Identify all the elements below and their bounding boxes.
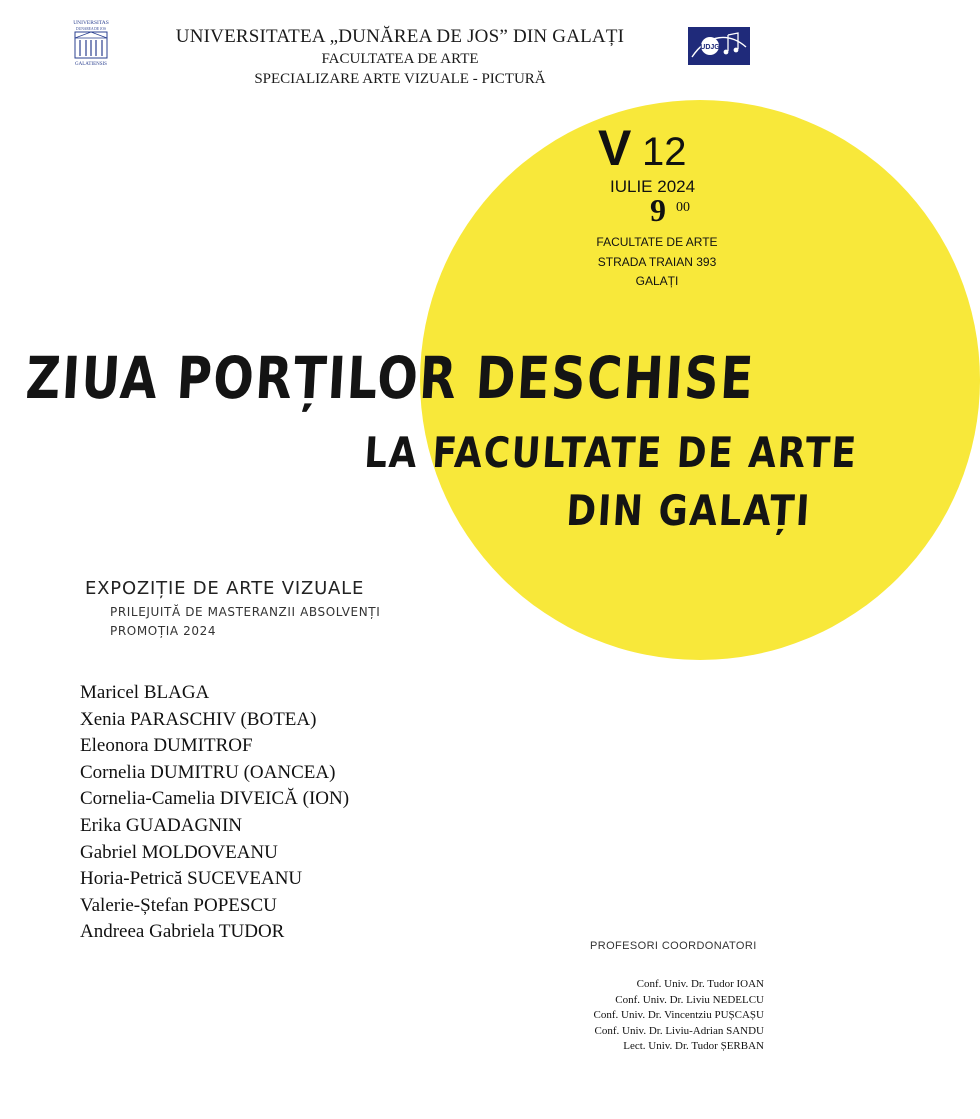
svg-text:UDJG: UDJG [700, 44, 720, 51]
artists-list [80, 680, 349, 946]
coordinator-name: Conf. Univ. Dr. Liviu NEDELCU [615, 993, 764, 1006]
artist-name: Xenia PARASCHIV (BOTEA) [80, 708, 317, 730]
day-of-week: V [598, 120, 632, 176]
faculty-name: FACULTATEA DE ARTE [321, 51, 479, 67]
artist-name: Andreea Gabriela TUDOR [80, 921, 285, 943]
coordinators-heading: PROFESORI COORDONATORI [590, 940, 757, 952]
coordinator-name: Conf. Univ. Dr. Vincentziu PUȘCAȘU [593, 1009, 764, 1021]
artist-name: Erika GUADAGNIN [80, 814, 242, 836]
event-venue [582, 233, 732, 292]
coordinator-name: Lect. Univ. Dr. Tudor ȘERBAN [623, 1040, 764, 1052]
artist-name: Cornelia-Camelia DIVEICĂ (ION) [80, 788, 350, 810]
coordinator-name: Conf. Univ. Dr. Liviu-Adrian SANDU [594, 1024, 764, 1037]
event-minutes: 00 [676, 200, 690, 215]
svg-text:DUNAREA DE JOS: DUNAREA DE JOS [76, 27, 106, 31]
svg-text:UNIVERSITAS: UNIVERSITAS [73, 20, 109, 26]
artist-name: Maricel BLAGA [80, 682, 210, 703]
main-title-line-2: LA FACULTATE DE ARTE [363, 428, 860, 477]
month-year: IULIE 2024 [610, 177, 696, 196]
venue-line: STRADA TRAIAN 393 [597, 254, 717, 269]
coordinator-name: Conf. Univ. Dr. Tudor IOAN [636, 978, 764, 990]
exhibition-heading: EXPOZIȚIE DE ARTE VIZUALE [85, 578, 365, 599]
specialization-name: SPECIALIZARE ARTE VIZUALE - PICTURĂ [254, 71, 546, 87]
day-number: 12 [642, 130, 687, 174]
artist-name: Eleonora DUMITROF [80, 735, 253, 757]
exhibition-promotion: PROMOȚIA 2024 [110, 624, 217, 638]
exhibition-subtitle: PRILEJUITĂ DE MASTERANZII ABSOLVENȚI [110, 605, 381, 619]
venue-line: GALAȚI [635, 274, 679, 288]
svg-text:GALATIENSIS: GALATIENSIS [75, 62, 107, 67]
event-hour: 9 [650, 192, 666, 228]
artist-name: Gabriel MOLDOVEANU [80, 841, 278, 863]
university-name: UNIVERSITATEA „DUNĂREA DE JOS” DIN GALAȚI [175, 26, 625, 47]
main-title-line-1: ZIUA PORȚILOR DESCHISE [24, 344, 757, 412]
venue-line: FACULTATE DE ARTE [596, 235, 718, 249]
coordinators-list [594, 977, 764, 1055]
artist-name: Horia-Petrică SUCEVEANU [80, 868, 303, 890]
artist-name: Cornelia DUMITRU (OANCEA) [80, 761, 336, 783]
artist-name: Valerie-Ștefan POPESCU [80, 894, 277, 916]
main-title-line-3: DIN GALAȚI [565, 486, 813, 535]
